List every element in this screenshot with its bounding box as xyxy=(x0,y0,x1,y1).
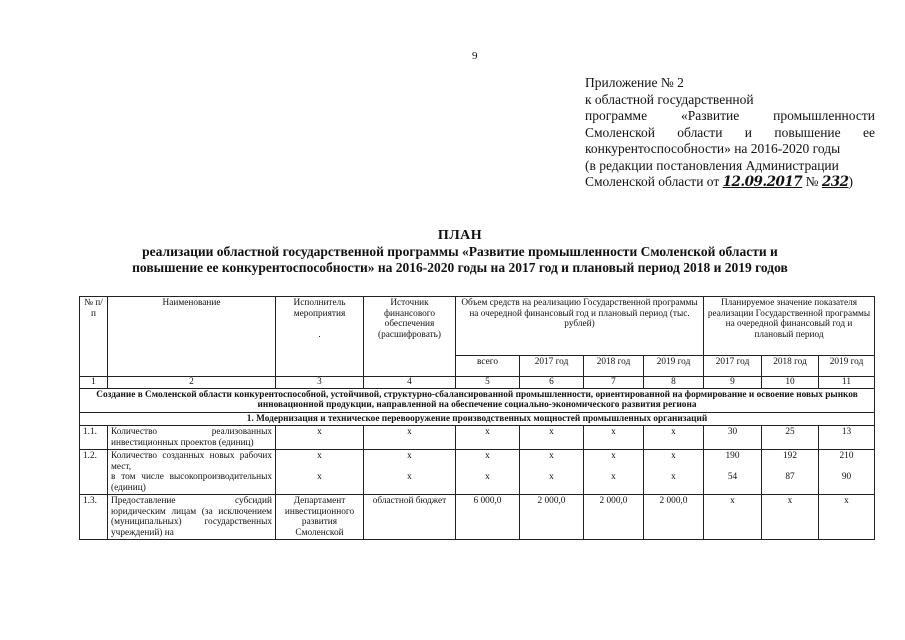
row-indicator-2017 xyxy=(704,450,762,495)
handwritten-date: 12.09.2017 xyxy=(722,174,803,190)
row-funds-2019: х xyxy=(644,426,704,450)
column-number: 10 xyxy=(762,377,819,389)
cell-value: х xyxy=(485,471,490,482)
appendix-line-6: (в редакции постановления Администрации xyxy=(585,157,839,173)
column-number: 6 xyxy=(520,377,584,389)
header-indicator: Планируемое значение показателя реализации Государственной программы на очередной финансовый год и плановый период xyxy=(704,297,875,356)
row-name xyxy=(108,450,276,495)
table-row xyxy=(80,450,875,495)
column-number: 7 xyxy=(584,377,644,389)
row-indicator-2017: х xyxy=(704,495,762,540)
cell-value: х xyxy=(317,451,322,461)
header-indicator-2017: 2017 год xyxy=(704,356,762,377)
row-name-part-a: Количество созданных новых рабочих мест, xyxy=(111,451,272,472)
header-executor-text: Исполнитель мероприятия xyxy=(293,298,346,319)
cell-value: х xyxy=(611,451,616,461)
row-indicator-2018 xyxy=(762,450,819,495)
subsection-title: 1. Модернизация и техническое перевооружение производственных мощностей промышленных организаций xyxy=(80,412,875,426)
column-number: 3 xyxy=(276,377,364,389)
page-number: 9 xyxy=(472,50,478,62)
row-executor: Департамент инвестиционного развития Смоленской xyxy=(276,495,364,540)
handwritten-number: 232 xyxy=(821,174,849,190)
header-row-1 xyxy=(80,297,875,356)
row-source: х xyxy=(364,426,456,450)
cell-value: х xyxy=(485,451,490,461)
row-source xyxy=(364,450,456,495)
table-row xyxy=(80,426,875,450)
header-total: всего xyxy=(456,356,520,377)
cell-value: 90 xyxy=(841,471,852,482)
appendix-line-7 xyxy=(585,174,875,191)
column-number: 9 xyxy=(704,377,762,389)
header-funds: Объем средств на реализацию Государственной программы на очередной финансовый год и плановый период (тыс. рублей) xyxy=(456,297,704,356)
row-funds-2019: 2 000,0 xyxy=(644,495,704,540)
row-name: Предоставление субсидий юридическим лицам (за исключением (муниципальных) государственных учреждений) на xyxy=(108,495,276,540)
row-total xyxy=(456,450,520,495)
column-number: 11 xyxy=(819,377,875,389)
cell-value: 87 xyxy=(785,471,795,482)
appendix-line-3: программе «Развитие промышленности xyxy=(585,108,875,123)
row-indicator-2019: х xyxy=(819,495,875,540)
row-funds-2018 xyxy=(584,450,644,495)
cell-value: 192 xyxy=(783,451,797,461)
appendix-line-4: Смоленской области и повышение ее xyxy=(585,124,875,140)
row-funds-2017 xyxy=(520,450,584,495)
appendix-line-1: Приложение № 2 xyxy=(585,75,684,90)
row-num: 1.3. xyxy=(80,495,108,540)
column-number: 2 xyxy=(108,377,276,389)
row-executor: х xyxy=(276,426,364,450)
header-funds-2017: 2017 год xyxy=(520,356,584,377)
row-source: областной бюджет xyxy=(364,495,456,540)
row-indicator-2018: 25 xyxy=(762,426,819,450)
column-number: 4 xyxy=(364,377,456,389)
document-title xyxy=(80,228,840,276)
cell-value: х xyxy=(549,471,554,482)
column-number: 1 xyxy=(80,377,108,389)
appendix-date-prefix: Смоленской области от xyxy=(585,174,720,189)
cell-value: 190 xyxy=(725,451,740,461)
row-name: Количество реализованных инвестиционных проектов (единиц) xyxy=(108,426,276,450)
row-funds-2018: 2 000,0 xyxy=(584,495,644,540)
cell-value: х xyxy=(407,451,412,461)
cell-value: х xyxy=(671,471,676,482)
column-number: 5 xyxy=(456,377,520,389)
subsection-row xyxy=(80,412,875,426)
row-name-part-b: в том числе высокопроизводительных (единиц) xyxy=(111,472,272,493)
header-executor xyxy=(276,297,364,377)
title-plan-word: ПЛАН xyxy=(437,228,483,243)
appendix-line-5: конкурентоспособности» на 2016-2020 годы xyxy=(585,141,841,156)
row-num: 1.2. xyxy=(80,450,108,495)
header-source: Источник финансового обеспечения (расшифровать) xyxy=(364,297,456,377)
row-funds-2017: х xyxy=(520,426,584,450)
row-num: 1.1. xyxy=(80,426,108,450)
column-number: 8 xyxy=(644,377,704,389)
number-sign: № xyxy=(805,174,819,189)
row-indicator-2018: х xyxy=(762,495,819,540)
appendix-line-2: к областной государственной xyxy=(585,91,754,107)
cell-value: 54 xyxy=(727,471,738,482)
cell-value: х xyxy=(407,471,412,482)
close-paren: ) xyxy=(848,174,854,189)
title-line-1: реализации областной государственной программы «Развитие промышленности Смоленской области и xyxy=(142,244,778,259)
header-executor-dot: . xyxy=(318,329,321,340)
header-funds-2019: 2019 год xyxy=(644,356,704,377)
cell-value: х xyxy=(611,471,616,482)
row-funds-2017: 2 000,0 xyxy=(520,495,584,540)
title-line-2: повышение ее конкурентоспособности» на 2016-2020 годы на 2017 год и плановый период 2018 и 2019 годов xyxy=(132,260,788,275)
cell-value: х xyxy=(549,451,554,461)
row-indicator-2019 xyxy=(819,450,875,495)
cell-value: 210 xyxy=(839,451,854,461)
plan-table xyxy=(79,296,875,540)
appendix-header xyxy=(585,75,875,191)
header-name: Наименование xyxy=(108,297,276,377)
section-title: Создание в Смоленской области конкурентоспособной, устойчивой, структурно-сбалансированной промышленности, ориентированной на формирование и освоение новых рынков инновационной продукции, направленной на обеспечение социально-экономического развития региона xyxy=(80,388,875,412)
header-funds-2018: 2018 год xyxy=(584,356,644,377)
header-indicator-2018: 2018 год xyxy=(762,356,819,377)
header-indicator-2019: 2019 год xyxy=(819,356,875,377)
header-num: № п/п xyxy=(80,297,108,377)
table-row xyxy=(80,495,875,540)
section-row xyxy=(80,388,875,412)
row-total: х xyxy=(456,426,520,450)
row-funds-2019 xyxy=(644,450,704,495)
row-executor xyxy=(276,450,364,495)
row-indicator-2017: 30 xyxy=(704,426,762,450)
cell-value: х xyxy=(317,471,322,482)
row-funds-2018: х xyxy=(584,426,644,450)
cell-value: х xyxy=(671,451,676,461)
column-number-row xyxy=(80,377,875,389)
row-total: 6 000,0 xyxy=(456,495,520,540)
row-indicator-2019: 13 xyxy=(819,426,875,450)
